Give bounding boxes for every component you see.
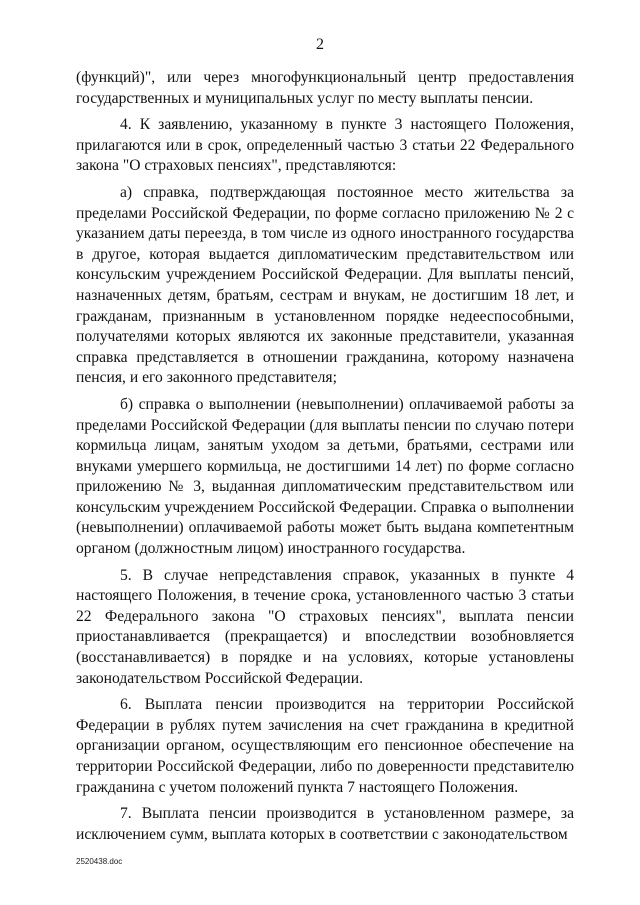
paragraph-item-5: 5. В случае непредставления справок, указанных в пункте 4 настоящего Положения, в течение срока, установленного частью 3 статьи 22 Федерального закона "О страховых пенсиях", выплата пенсии приостанавливается (прекращается) и впоследствии возобновляется (восстанавливается) в порядке и на условиях, которые установлены законодательством Российской Федерации. (76, 566, 574, 687)
paragraph-item-6: 6. Выплата пенсии производится на территории Российской Федерации в рублях путем зачисления на счет гражданина в кредитной организации органом, осуществляющим его пенсионное обеспечение на территории Российской Федерации, либо по доверенности представителю гражданина с учетом положений пункта 7 настоящего Положения. (76, 696, 574, 796)
page-number: 2 (316, 36, 324, 53)
paragraph-continuation: (функций)", или через многофункциональный центр предоставления государственных и муниципальных услуг по месту выплаты пенсии. (76, 69, 574, 107)
paragraph-item-4: 4. К заявлению, указанному в пункте 3 настоящего Положения, прилагаются или в срок, определенный частью 3 статьи 22 Федерального закона "О страховых пенсиях", представляются: (76, 116, 574, 175)
paragraph-item-4a: а) справка, подтверждающая постоянное место жительства за пределами Российской Федерации, по форме согласно приложению № 2 с указанием даты переезда, в том числе из одного иностранного государства в другое, которая выдается дипломатическим представительством или консульским учреждением Российской Федерации. Для выплаты пенсий, назначенных детям, братьям, сестрам и внукам, не достигшим 18 лет, и гражданам, признанным в установленном порядке недееспособными, получателями которых являются их законные представители, указанная справка представляется в отношении гражданина, которому назначена пенсия, и его законного представителя; (76, 183, 574, 387)
document-body (76, 68, 574, 845)
paragraph-item-4b: б) справка о выполнении (невыполнении) оплачиваемой работы за пределами Российской Федерации (для выплаты пенсии по случаю потери кормильца лицам, занятым уходом за детьми, братьями, сестрами или внуками умершего кормильца, не достигшими 14 лет) по форме согласно приложению № 3, выданная дипломатическим представительством или консульским учреждением Российской Федерации. Справка о выполнении (невыполнении) оплачиваемой работы может быть выдана компетентным органом (должностным лицом) иностранного государства. (76, 395, 574, 558)
footer-filename: 2520438.doc (76, 857, 123, 866)
paragraph-item-7: 7. Выплата пенсии производится в установленном размере, за исключением сумм, выплата которых в соответствии с законодательством (76, 805, 574, 843)
